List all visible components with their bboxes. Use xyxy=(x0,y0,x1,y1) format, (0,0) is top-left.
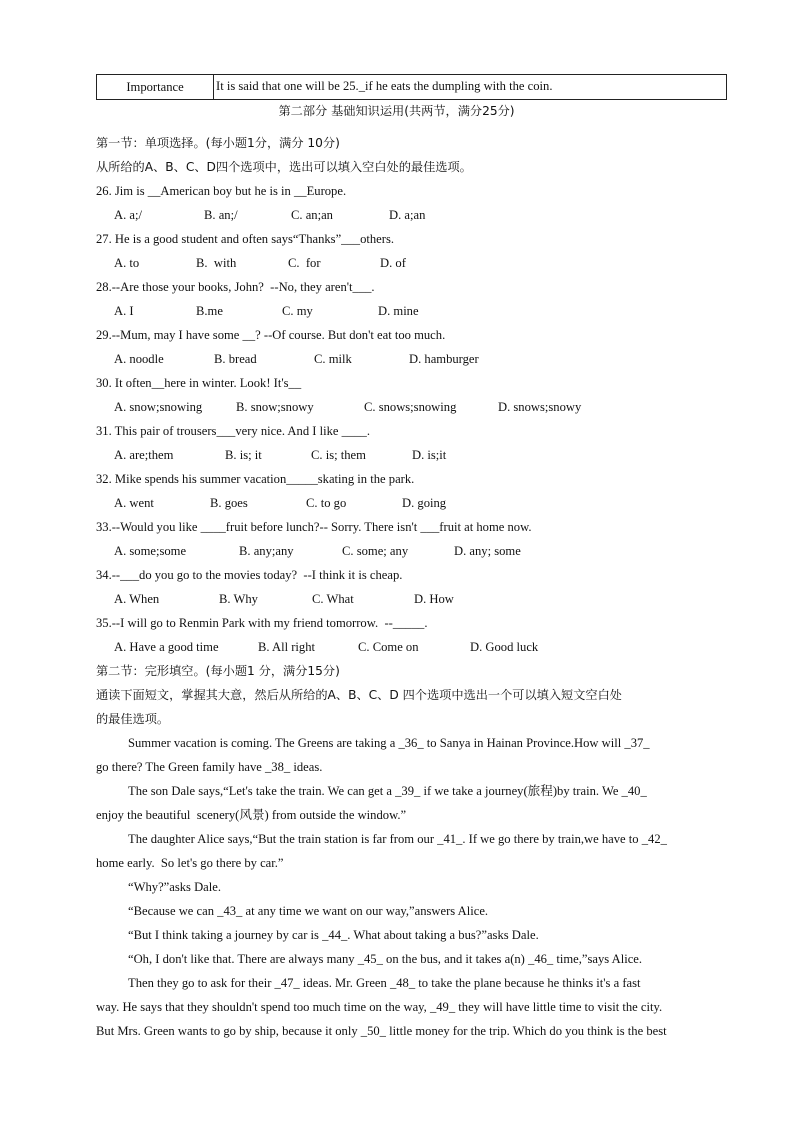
option-b: B. Why xyxy=(219,592,258,606)
option-d: D. Good luck xyxy=(470,640,539,654)
passage-line: “Oh, I don't like that. There are always many _45_ on the bus, and it takes a(n) _46_ time,”says Alice. xyxy=(128,952,643,966)
question-stem: 32. Mike spends his summer vacation_____skating in the park. xyxy=(96,472,415,486)
option-a: A. to xyxy=(114,256,140,270)
option-a: A. snow;snowing xyxy=(114,400,203,414)
option-c: C. my xyxy=(282,304,313,318)
passage-line: The son Dale says,“Let's take the train. We can get a _39_ if we take a journey(旅程)by train. We _40_ xyxy=(128,784,647,798)
option-d: D. mine xyxy=(378,304,419,318)
option-b: B. goes xyxy=(210,496,248,510)
option-d: D. snows;snowy xyxy=(498,400,582,414)
option-d: D. How xyxy=(414,592,454,606)
option-d: D. any; some xyxy=(454,544,521,558)
section2-instruction-line1: 通读下面短文，掌握其大意，然后从所给的A、B、C、D 四个选项中选出一个可以填入短文空白处 xyxy=(96,688,622,702)
option-b: B. with xyxy=(196,256,237,270)
passage-line: Then they go to ask for their _47_ ideas. Mr. Green _48_ to take the plane because he thinks it's a fast xyxy=(128,976,641,990)
passage-line: go there? The Green family have _38_ ideas. xyxy=(96,760,323,774)
question-stem: 31. This pair of trousers___very nice. And I like ____. xyxy=(96,424,370,438)
section1-instruction: 从所给的A、B、C、D四个选项中，选出可以填入空白处的最佳选项。 xyxy=(96,160,472,174)
option-a: A. went xyxy=(114,496,154,510)
question-options xyxy=(114,206,425,224)
option-a: A. I xyxy=(114,304,134,318)
passage-line: The daughter Alice says,“But the train station is far from our _41_. If we go there by train,we have to _42_ xyxy=(128,832,667,846)
part2-title: 第二部分 基础知识运用(共两节，满分25分) xyxy=(278,104,515,118)
question-options xyxy=(114,254,406,272)
option-a: A. Have a good time xyxy=(114,640,219,654)
option-c: C. Come on xyxy=(358,640,419,654)
option-d: D. going xyxy=(402,496,447,510)
option-b: B. is; it xyxy=(225,448,262,462)
question-options xyxy=(114,590,454,608)
option-d: D. a;an xyxy=(389,208,426,222)
question-stem: 35.--I will go to Renmin Park with my friend tomorrow. --_____. xyxy=(96,616,428,630)
option-c: C. What xyxy=(312,592,354,606)
passage-line: home early. So let's go there by car.” xyxy=(96,856,284,870)
section1-title: 第一节：单项选择。(每小题1分，满分 10分) xyxy=(96,136,340,150)
option-b: B. All right xyxy=(258,640,316,654)
option-d: D. is;it xyxy=(412,448,447,462)
passage-line: Summer vacation is coming. The Greens are taking a _36_ to Sanya in Hainan Province.How will _37_ xyxy=(128,736,650,750)
passage-line: “Because we can _43_ at any time we want on our way,”answers Alice. xyxy=(128,904,489,918)
option-c: C. is; them xyxy=(311,448,366,462)
option-a: A. some;some xyxy=(114,544,187,558)
question-options xyxy=(114,302,419,320)
passage-line: enjoy the beautiful scenery(风景) from outside the window.” xyxy=(96,808,407,822)
question-stem: 34.--___do you go to the movies today? --I think it is cheap. xyxy=(96,568,403,582)
question-options xyxy=(114,542,521,560)
option-c: C. milk xyxy=(314,352,352,366)
question-options xyxy=(114,494,446,512)
question-options xyxy=(114,638,538,656)
option-b: B. an;/ xyxy=(204,208,238,222)
section2-title: 第二节：完形填空。(每小题1 分，满分15分) xyxy=(96,664,340,678)
option-c: C. to go xyxy=(306,496,347,510)
table-cell-label: Importance xyxy=(97,75,214,99)
passage-line: “Why?”asks Dale. xyxy=(128,880,222,894)
section2-instruction-line2: 的最佳选项。 xyxy=(96,712,170,726)
option-c: C. an;an xyxy=(291,208,333,222)
question-stem: 29.--Mum, may I have some __? --Of course. But don't eat too much. xyxy=(96,328,446,342)
table-cell-text: It is said that one will be 25._if he eats the dumpling with the coin. xyxy=(216,79,553,93)
option-b: B. snow;snowy xyxy=(236,400,314,414)
option-d: D. hamburger xyxy=(409,352,479,366)
passage-line: way. He says that they shouldn't spend too much time on the way, _49_ they will have little time to visit the city. xyxy=(96,1000,663,1014)
question-options xyxy=(114,398,581,416)
passage-line: But Mrs. Green wants to go by ship, because it only _50_ little money for the trip. Which do you think is the best xyxy=(96,1024,667,1038)
option-a: A. are;them xyxy=(114,448,174,462)
option-b: B.me xyxy=(196,304,223,318)
question-stem: 28.--Are those your books, John? --No, they aren't___. xyxy=(96,280,375,294)
question-stem: 26. Jim is __American boy but he is in __Europe. xyxy=(96,184,347,198)
question-options xyxy=(114,446,446,464)
option-d: D. of xyxy=(380,256,406,270)
option-a: A. noodle xyxy=(114,352,164,366)
question-stem: 33.--Would you like ____fruit before lunch?-- Sorry. There isn't ___fruit at home now. xyxy=(96,520,532,534)
option-a: A. a;/ xyxy=(114,208,142,222)
table-row-importance xyxy=(96,74,727,100)
passage-line: “But I think taking a journey by car is _44_. What about taking a bus?”asks Dale. xyxy=(128,928,539,942)
option-b: B. bread xyxy=(214,352,257,366)
option-b: B. any;any xyxy=(239,544,294,558)
option-c: C. some; any xyxy=(342,544,409,558)
option-c: C. for xyxy=(288,256,321,270)
option-a: A. When xyxy=(114,592,160,606)
option-c: C. snows;snowing xyxy=(364,400,457,414)
question-stem: 27. He is a good student and often says“Thanks”___others. xyxy=(96,232,394,246)
question-stem: 30. It often__here in winter. Look! It's__ xyxy=(96,376,302,390)
question-options xyxy=(114,350,479,368)
